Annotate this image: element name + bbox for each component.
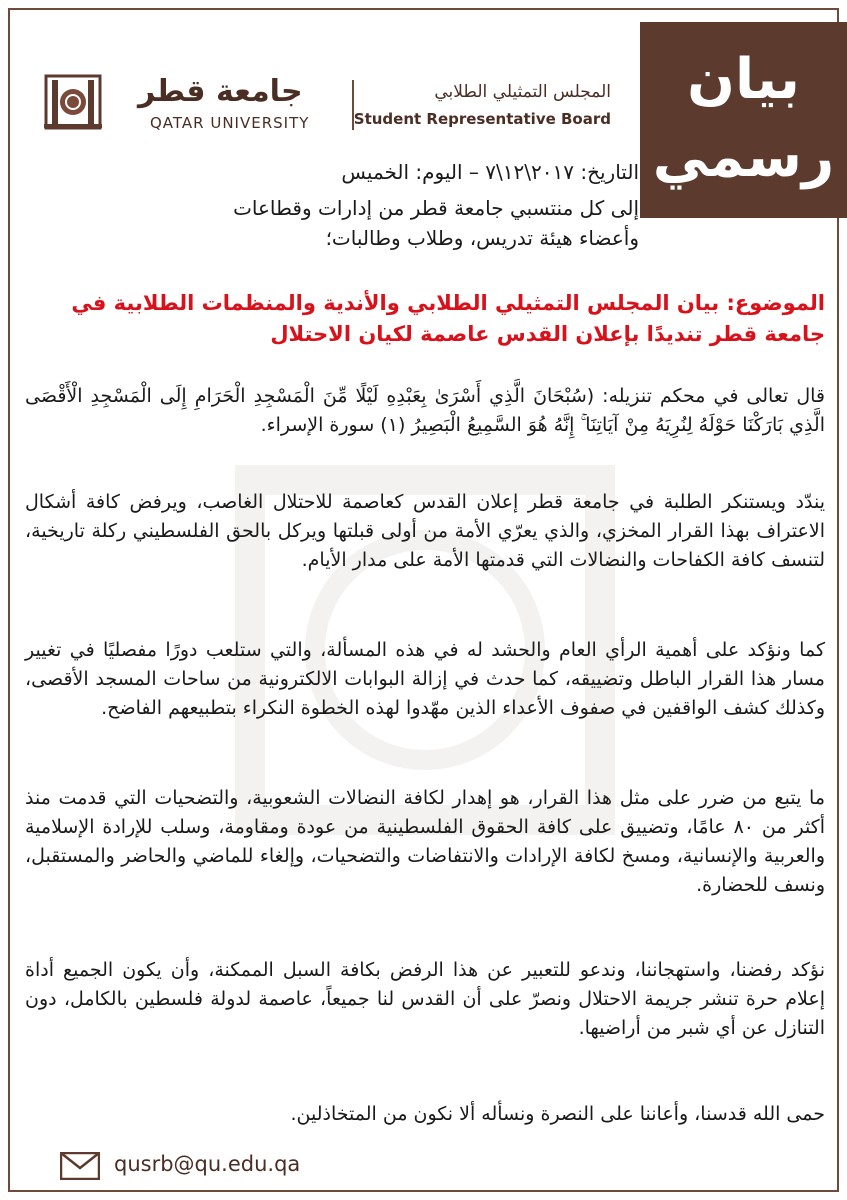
paragraph-quran-verse: قال تعالى في محكم تنزيله: (سُبْحَانَ الَّذِي أَسْرَىٰ بِعَبْدِهِ لَيْلًا مِّنَ الْمَسْجِدِ الْحَرَامِ إِلَى الْمَسْجِدِ الْأَقْصَى الَّذِي بَارَكْنَا حَوْلَهُ لِنُرِيَهُ مِنْ آيَاتِنَا ۚ إِنَّهُ هُوَ السَّمِيعُ الْبَصِيرُ (١) سورة الإسراء. xyxy=(25,385,825,436)
paragraph-condemnation: يندّد ويستنكر الطلبة في جامعة قطر إعلان القدس كعاصمة للاحتلال الغاصب، ويرفض كافة أشكال الاعتراف بهذا القرار المخزي، والذي يعرّي الأمة من أولى قبلتها ويركل بالحق الفلسطيني ركلة تاريخية، لتنسف كافة الكفاحات والنضالات التي قدمتها الأمة على مدار الأيام. xyxy=(25,491,825,571)
email-link[interactable]: qusrb@qu.edu.qa xyxy=(114,1152,301,1176)
official-statement-banner xyxy=(640,22,847,218)
date-line: التاريخ: ٢٠١٧\١٢\٧ – اليوم: الخميس xyxy=(341,160,639,184)
footer-contact xyxy=(60,1150,340,1184)
subject-heading: الموضوع: بيان المجلس التمثيلي الطلابي والأندية والمنظمات الطلابية في جامعة قطر تنديدًا بإعلان القدس عاصمة لكيان الاحتلال xyxy=(71,291,825,346)
paragraph-public-opinion: كما ونؤكد على أهمية الرأي العام والحشد له في هذه المسألة، والتي ستلعب دورًا مفصليًا في تغيير مسار هذا القرار الباطل وتضييقه، كما حدث في إزالة البوابات الالكترونية من ساحات المسجد الأقصى، وكذلك كشف الواقفين في صفوف الأعداء الذين مهّدوا لهذه الخطوة النكراء بتطبيعهم الفاضح. xyxy=(25,639,825,719)
banner-title-line1: بيان xyxy=(687,47,800,112)
qu-name-english: QATAR UNIVERSITY xyxy=(150,114,310,132)
qatar-university-logo xyxy=(44,70,334,134)
srb-name-arabic: المجلس التمثيلي الطلابي xyxy=(434,82,611,102)
paragraph-closing-prayer: حمى الله قدسنا، وأعاننا على النصرة ونسأله ألا نكون من المتخاذلين. xyxy=(290,1103,825,1125)
qu-emblem-icon xyxy=(44,72,102,130)
paragraph-consequences: ما يتبع من ضرر على مثل هذا القرار، هو إهدار لكافة النضالات الشعوبية، والتضحيات التي قدمت منذ أكثر من ٨٠ عامًا، وتضييق على كافة الحقوق الفلسطينية من عودة ومقاومة، وسلب للإرادة الإسلامية والعربية والإنسانية، ومسخ لكافة الإرادات والانتفاضات والتضحيات، وإلغاء للماضي والحاضر والمستقبل، ونسف للحضارة. xyxy=(25,787,825,896)
recipients-line2: وأعضاء هيئة تدريس، وطلاب وطالبات؛ xyxy=(325,226,639,250)
mail-icon xyxy=(60,1152,100,1180)
recipients-line1: إلى كل منتسبي جامعة قطر من إدارات وقطاعات xyxy=(233,196,639,220)
srb-name-english: Student Representative Board xyxy=(353,110,611,128)
qu-name-arabic: جامعة قطر xyxy=(138,74,303,109)
paragraph-call-to-action: نؤكد رفضنا، واستهجاننا، وندعو للتعبير عن هذا الرفض بكافة السبل الممكنة، وأن يكون الجميع أداة إعلام حرة تنشر جريمة الاحتلال ونصرّ على أن القدس لنا جميعاً، عاصمة لدولة فلسطين بالكامل، دون التنازل عن أي شبر من أراضيها. xyxy=(25,959,825,1039)
banner-title-line2: رسمي xyxy=(652,125,835,190)
